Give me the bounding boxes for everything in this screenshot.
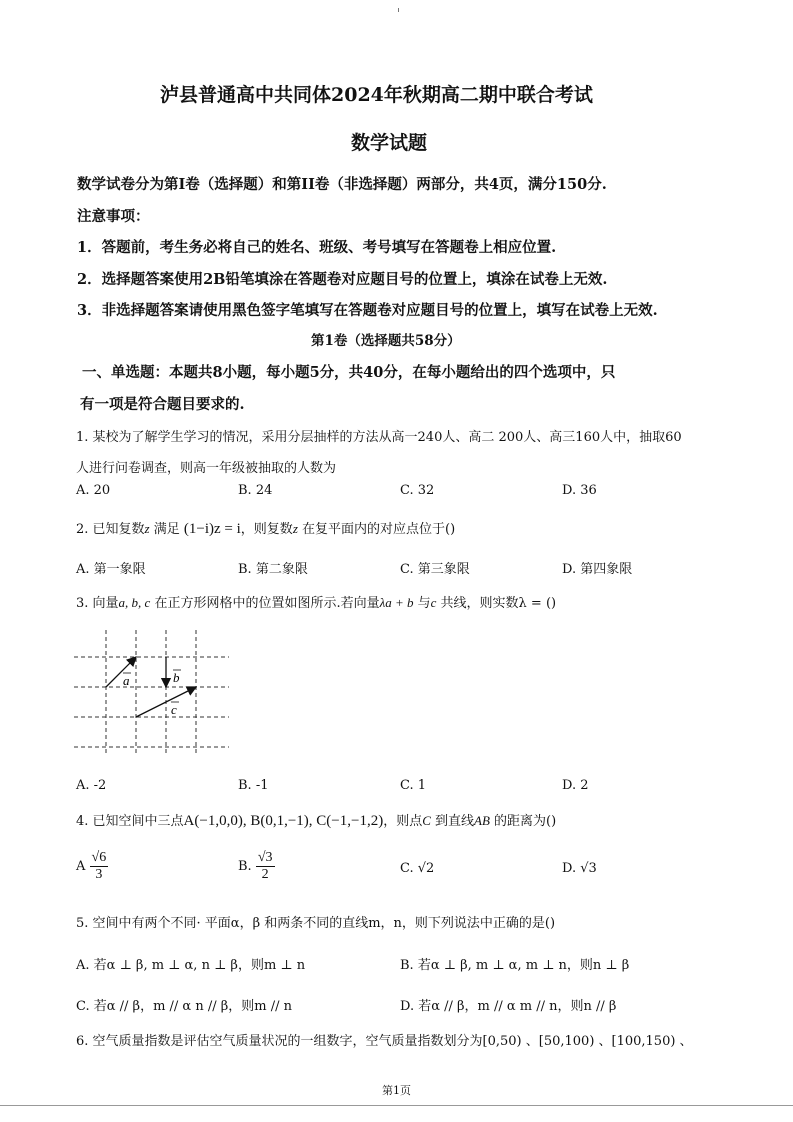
q6-stem: 6. 空气质量指数是评估空气质量状况的一组数字，空气质量指数划分为[0,50) 、[50,100) 、[100,150) 、 <box>76 1034 693 1049</box>
vector-a <box>106 657 136 687</box>
exam-title: 泸县普通高中共同体2024年秋期高二期中联合考试 <box>160 84 593 106</box>
q1-option-d: D. 36 <box>562 483 597 498</box>
intro-text: 数学试卷分为第I卷（选择题）和第II卷（非选择题）两部分，共4页，满分150分. <box>77 176 607 193</box>
q4-option-b-label: B. <box>238 859 252 874</box>
q1-line1: 1. 某校为了解学生学习的情况，采用分层抽样的方法从高一240人、高二 200人、高三160人中，抽取60 <box>76 430 682 445</box>
q4-option-a-fraction <box>90 850 109 883</box>
q2-var-2: z <box>292 521 298 536</box>
section1-line2: 有一项是符合题目要求的. <box>80 396 245 413</box>
q4-stem <box>76 810 556 830</box>
q4-point-c: C <box>422 813 431 828</box>
q4-option-d: D. √3 <box>562 861 597 876</box>
q4-suffix: ，则点 <box>383 814 423 829</box>
vector-grid-figure <box>74 630 234 760</box>
q4-suffix3: 的距离为() <box>489 814 557 829</box>
q2-suffix2: 在复平面内的对应点位于() <box>297 522 456 537</box>
grid-lines <box>74 630 229 755</box>
exam-subtitle: 数学试题 <box>351 132 428 154</box>
q2-var: z <box>144 521 150 536</box>
q4-suffix2: 到直线 <box>430 814 475 829</box>
vector-c <box>136 687 196 717</box>
label-c: c <box>171 702 177 717</box>
q3-prefix: 3. 向量 <box>76 596 119 611</box>
q5-option-a: A. 若α ⊥ β, m ⊥ α, n ⊥ β，则m ⊥ n <box>76 958 306 973</box>
q4-option-b-fraction <box>256 850 275 883</box>
q5-option-d: D. 若α // β，m // α m // n，则n // β <box>400 999 617 1014</box>
q5-option-b: B. 若α ⊥ β, m ⊥ α, m ⊥ n，则n ⊥ β <box>400 958 630 973</box>
q2-option-b: B. 第二象限 <box>238 562 308 577</box>
q3-mid: 在正方形网格中的位置如图所示.若向量 <box>150 596 380 611</box>
q4-points: A(−1,0,0), B(0,1,−1), C(−1,−1,2) <box>183 813 384 829</box>
q4-option-a-den: 3 <box>95 867 103 882</box>
notice-3: 3．非选择题答案请使用黑色签字笔填写在答题卷对应题目号的位置上，填写在试卷上无效. <box>77 302 658 319</box>
q4-option-a <box>76 850 108 883</box>
label-a: a <box>123 673 130 688</box>
notice-1: 1．答题前，考生务必将自己的姓名、班级、考号填写在答题卷上相应位置. <box>77 239 557 256</box>
q5-stem: 5. 空间中有两个不同· 平面α，β 和两条不同的直线m，n，则下列说法中正确的是() <box>76 916 556 931</box>
q2-expr: (1−i)z = i <box>183 521 241 537</box>
q2-prefix: 2. 已知复数 <box>76 522 145 537</box>
q4-option-b-den: 2 <box>261 867 269 882</box>
notice-2: 2．选择题答案使用2B铅笔填涂在答题卷对应题目号的位置上，填涂在试卷上无效. <box>77 271 608 288</box>
q4-line-ab: AB <box>474 813 490 828</box>
q3-option-d: D. 2 <box>562 778 589 793</box>
q1-option-a: A. 20 <box>76 483 111 498</box>
q4-option-c: C. √2 <box>400 861 435 876</box>
q4-option-a-label: A <box>76 859 86 874</box>
q3-stem <box>76 592 556 611</box>
section1-line1: 一、单选题：本题共8小题，每小题5分，共40分，在每小题给出的四个选项中，只 <box>82 364 616 381</box>
q2-option-c: C. 第三象限 <box>400 562 470 577</box>
q5-option-c: C. 若α // β，m // α n // β，则m // n <box>76 999 292 1014</box>
q1-option-c: C. 32 <box>400 483 435 498</box>
q3-vectors: a, b, c <box>118 595 151 610</box>
q4-prefix: 4. 已知空间中三点 <box>76 814 184 829</box>
label-b: b <box>173 670 180 685</box>
notice-heading: 注意事项： <box>77 208 150 225</box>
bottom-rule <box>0 1105 793 1106</box>
q3-option-b: B. -1 <box>238 778 269 793</box>
page-footer: 第1页 <box>382 1084 411 1097</box>
q3-suffix: 共线，则实数λ = () <box>436 596 557 611</box>
q3-mid2: 与 <box>413 596 431 611</box>
q1-line2: 人进行问卷调查，则高一年级被抽取的人数为 <box>76 461 337 476</box>
q1-option-b: B. 24 <box>238 483 273 498</box>
part1-heading: 第1卷（选择题共58分） <box>311 333 461 349</box>
q2-stem <box>76 518 455 538</box>
q4-option-b <box>238 850 275 883</box>
q2-option-d: D. 第四象限 <box>562 562 633 577</box>
q4-option-b-num: √3 <box>257 850 273 865</box>
q3-expr: λa + b <box>379 595 414 610</box>
q4-option-a-num: √6 <box>91 850 107 865</box>
q3-option-c: C. 1 <box>400 778 427 793</box>
q3-vec-c: c <box>430 595 437 610</box>
top-mark <box>398 8 399 12</box>
q2-suffix: ，则复数 <box>240 522 293 537</box>
q3-option-a: A. -2 <box>76 778 107 793</box>
q2-option-a: A. 第一象限 <box>76 562 146 577</box>
q2-mid: 满足 <box>149 522 180 537</box>
